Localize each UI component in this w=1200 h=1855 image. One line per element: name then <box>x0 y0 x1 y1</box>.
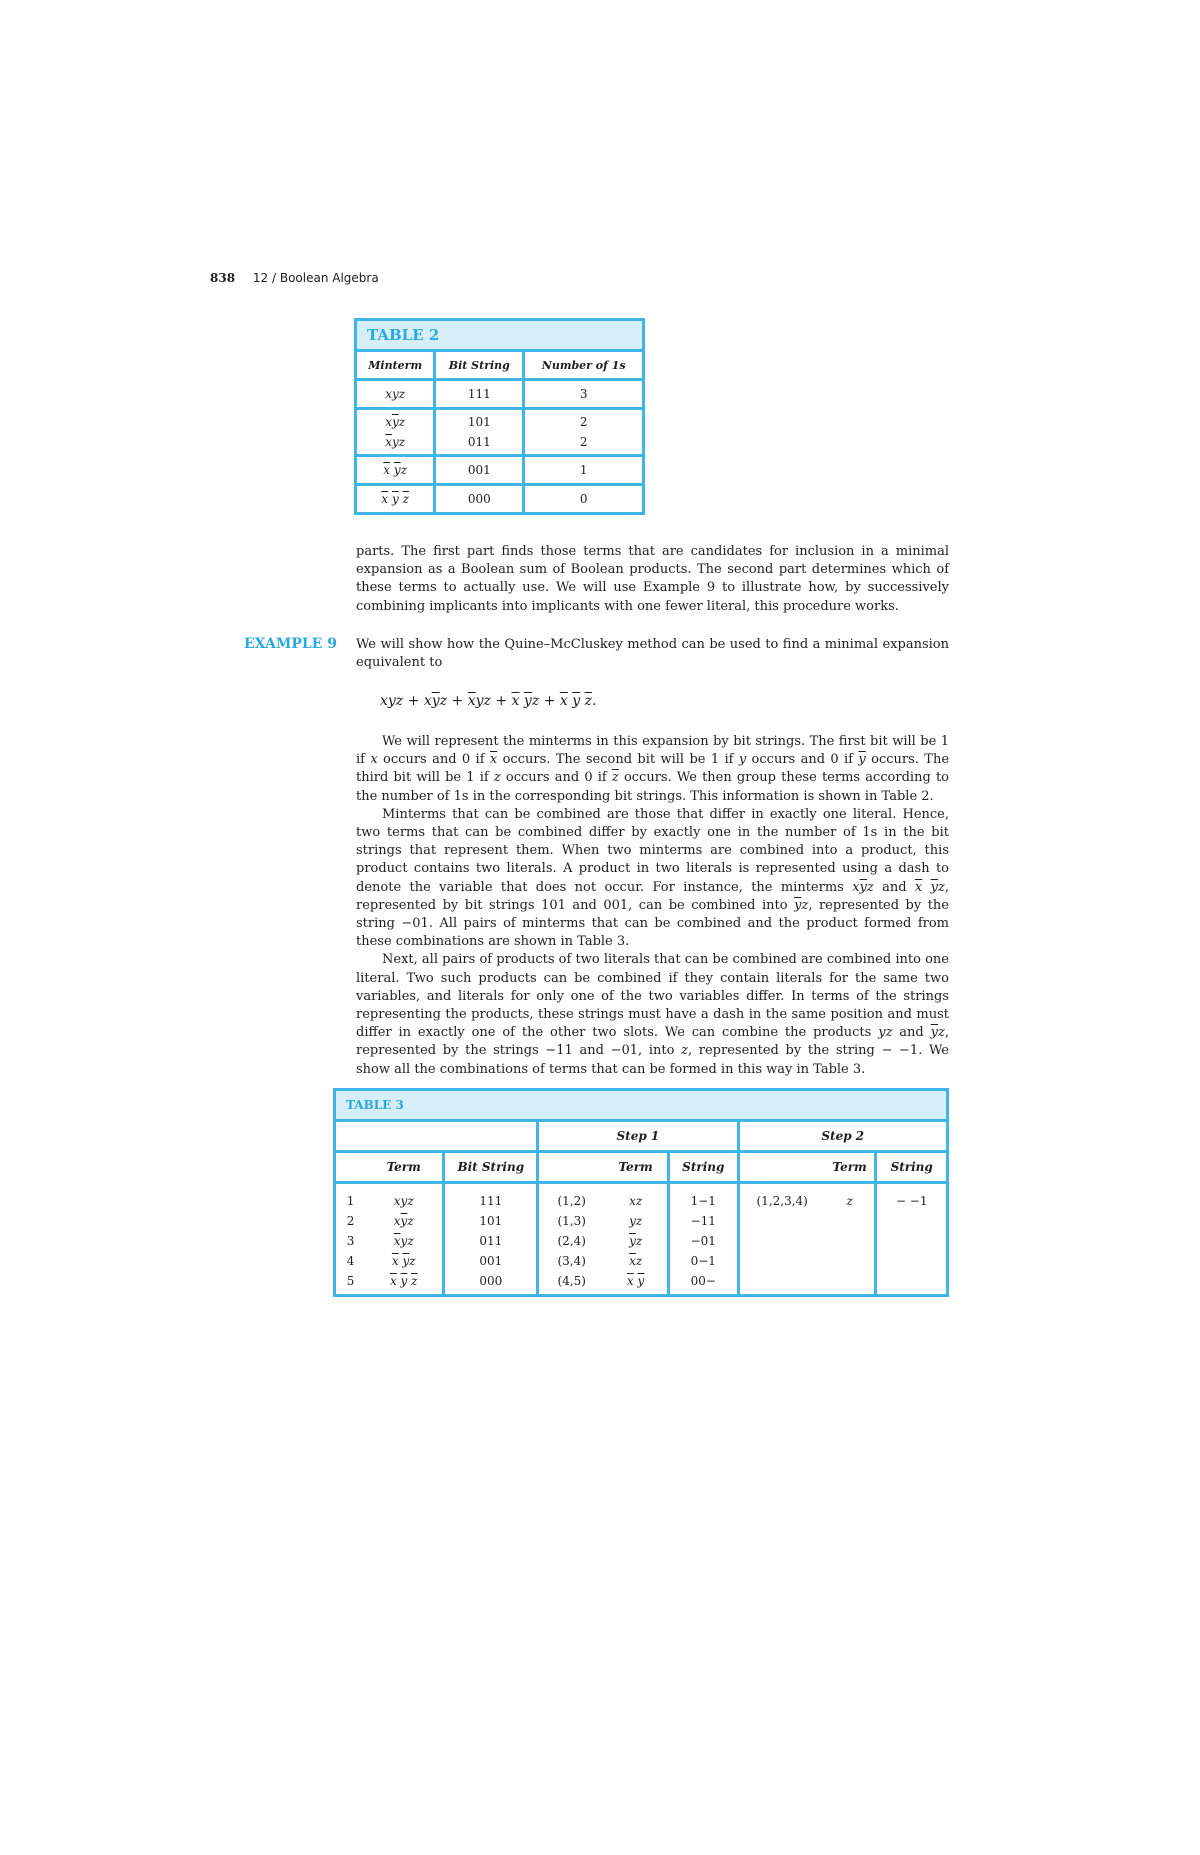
ones-count-cell: 3 <box>524 380 644 409</box>
intro-paragraph: parts. The first part finds those terms that are candidates for inclusion in a minimal expansion as a Boolean sum of Boolean products. The second part determines which of these terms to actually use. We will use Example 9 to illustrate how, by successively combining implicants into implicants with one fewer literal, this procedure works. <box>356 544 949 614</box>
example-label: EXAMPLE 9 <box>244 636 338 652</box>
table-row <box>356 456 644 485</box>
section-title: 12 / Boolean Algebra <box>252 271 379 285</box>
table-2-header-minterm: Minterm <box>356 351 435 380</box>
minterm-expansion-formula: xyz + $x\overline{y}z + \overline{x}yz + \overline{x}$ $\overline{y}z + \overline{x}$ $\overline{y}$ $\overline{z}$. <box>380 693 597 709</box>
bit-string-cell: 001 <box>435 456 524 485</box>
bit-string-cell: 111 <box>435 380 524 409</box>
step-1-header: Step 1 <box>538 1121 738 1152</box>
term-header: Term <box>365 1152 444 1183</box>
table-row <box>356 409 644 456</box>
paragraph-bit-strings: We will represent the minterms in this expansion by bit strings. The first bit will be 1 if x occurs and 0 if $\overline{x}$ occurs. The second bit will be 1 if y occurs and 0 if $\overline{y}$ occurs. The third bit will be 1 if z occurs and 0 if $\overline{z}$ occurs. We then group these terms according to the number of 1s in the corresponding bit strings. This information is shown in Table 2. <box>356 734 950 804</box>
step-2-header: Step 2 <box>738 1121 947 1152</box>
table-row <box>356 485 644 514</box>
table-3 <box>333 1088 949 1297</box>
ones-count-cell: 0 <box>524 485 644 514</box>
table-2 <box>354 318 645 515</box>
table-2-header-bit-string: Bit String <box>435 351 524 380</box>
step-1-string-header: String <box>669 1152 738 1183</box>
table-3-caption: TABLE 3 <box>335 1090 948 1121</box>
table-row: 4 $\overline{x}$ $\overline{y}z$ 001 (3,4) $\overline{x}z$ 0−1 <box>335 1251 948 1271</box>
table-row: 3 $\overline{x}yz$ 011 (2,4) $\overline{y}z$ −01 <box>335 1231 948 1251</box>
table-row <box>356 380 644 409</box>
minterm-cell: $\overline{x}$ $\overline{y}z$ <box>356 456 435 485</box>
table-row: 1 xyz 111 (1,2) xz 1−1 (1,2,3,4) z − −1 <box>335 1183 948 1212</box>
step-1-term-header: Term <box>604 1152 668 1183</box>
paragraph-combining-products: Next, all pairs of products of two literals that can be combined are combined into one literal. Two such products can be combined if they contain literals for the same two variables, and literals for only one of the two variables differ. In terms of the strings representing the products, these strings must have a dash in the same position and must differ in exactly one of the other two slots. We can combine the products yz and $\overline{y}z$, represented by the strings −11 and −01, into z, represented by the string − −1. We show all the combinations of terms that can be formed in this way in Table 3. <box>356 952 949 1077</box>
ones-count-cell: 1 <box>524 456 644 485</box>
step-2-string-header: String <box>876 1152 948 1183</box>
bit-string-cell: 011 <box>467 435 491 449</box>
running-head <box>210 271 379 285</box>
ones-count-cell: 2 <box>579 415 588 429</box>
page-number: 838 <box>210 271 236 285</box>
table-2-header-number-of-ones: Number of 1s <box>524 351 644 380</box>
example-statement: We will show how the Quine–McCluskey method can be used to find a minimal expansion equivalent to <box>356 637 949 671</box>
example-body <box>356 733 949 1079</box>
bit-string-header: Bit String <box>444 1152 538 1183</box>
minterm-cell: $x\overline{y}z$ <box>385 415 406 429</box>
minterm-cell: xyz <box>356 380 435 409</box>
table-row: 2 $x\overline{y}z$ 101 (1,3) yz −11 <box>335 1211 948 1231</box>
minterm-cell: $\overline{x}yz$ <box>385 435 406 449</box>
table-row: 5 $\overline{x}$ $\overline{y}$ $\overline{z}$ 000 (4,5) $\overline{x}$ $\overline{y}$ 00− <box>335 1271 948 1296</box>
paragraph-combining-minterms: Minterms that can be combined are those that differ in exactly one literal. Hence, two terms that can be combined differ by exactly one in the number of 1s in the bit strings that represent them. When two minterms are combined into a product, this product contains two literals. A product in two literals is represented using a dash to denote the variable that does not occur. For instance, the minterms $x\overline{y}z$ and $\overline{x}$ $\overline{y}z$, represented by bit strings 101 and 001, can be combined into $\overline{y}z$, represented by the string −01. All pairs of minterms that can be combined and the product formed from these combinations are shown in Table 3. <box>356 806 950 950</box>
bit-string-cell: 101 <box>467 415 491 429</box>
bit-string-cell: 000 <box>435 485 524 514</box>
table-2-caption: TABLE 2 <box>356 320 644 351</box>
step-2-term-header: Term <box>825 1152 876 1183</box>
minterm-cell: $\overline{x}$ $\overline{y}$ $\overline{z}$ <box>356 485 435 514</box>
ones-count-cell: 2 <box>579 435 588 449</box>
